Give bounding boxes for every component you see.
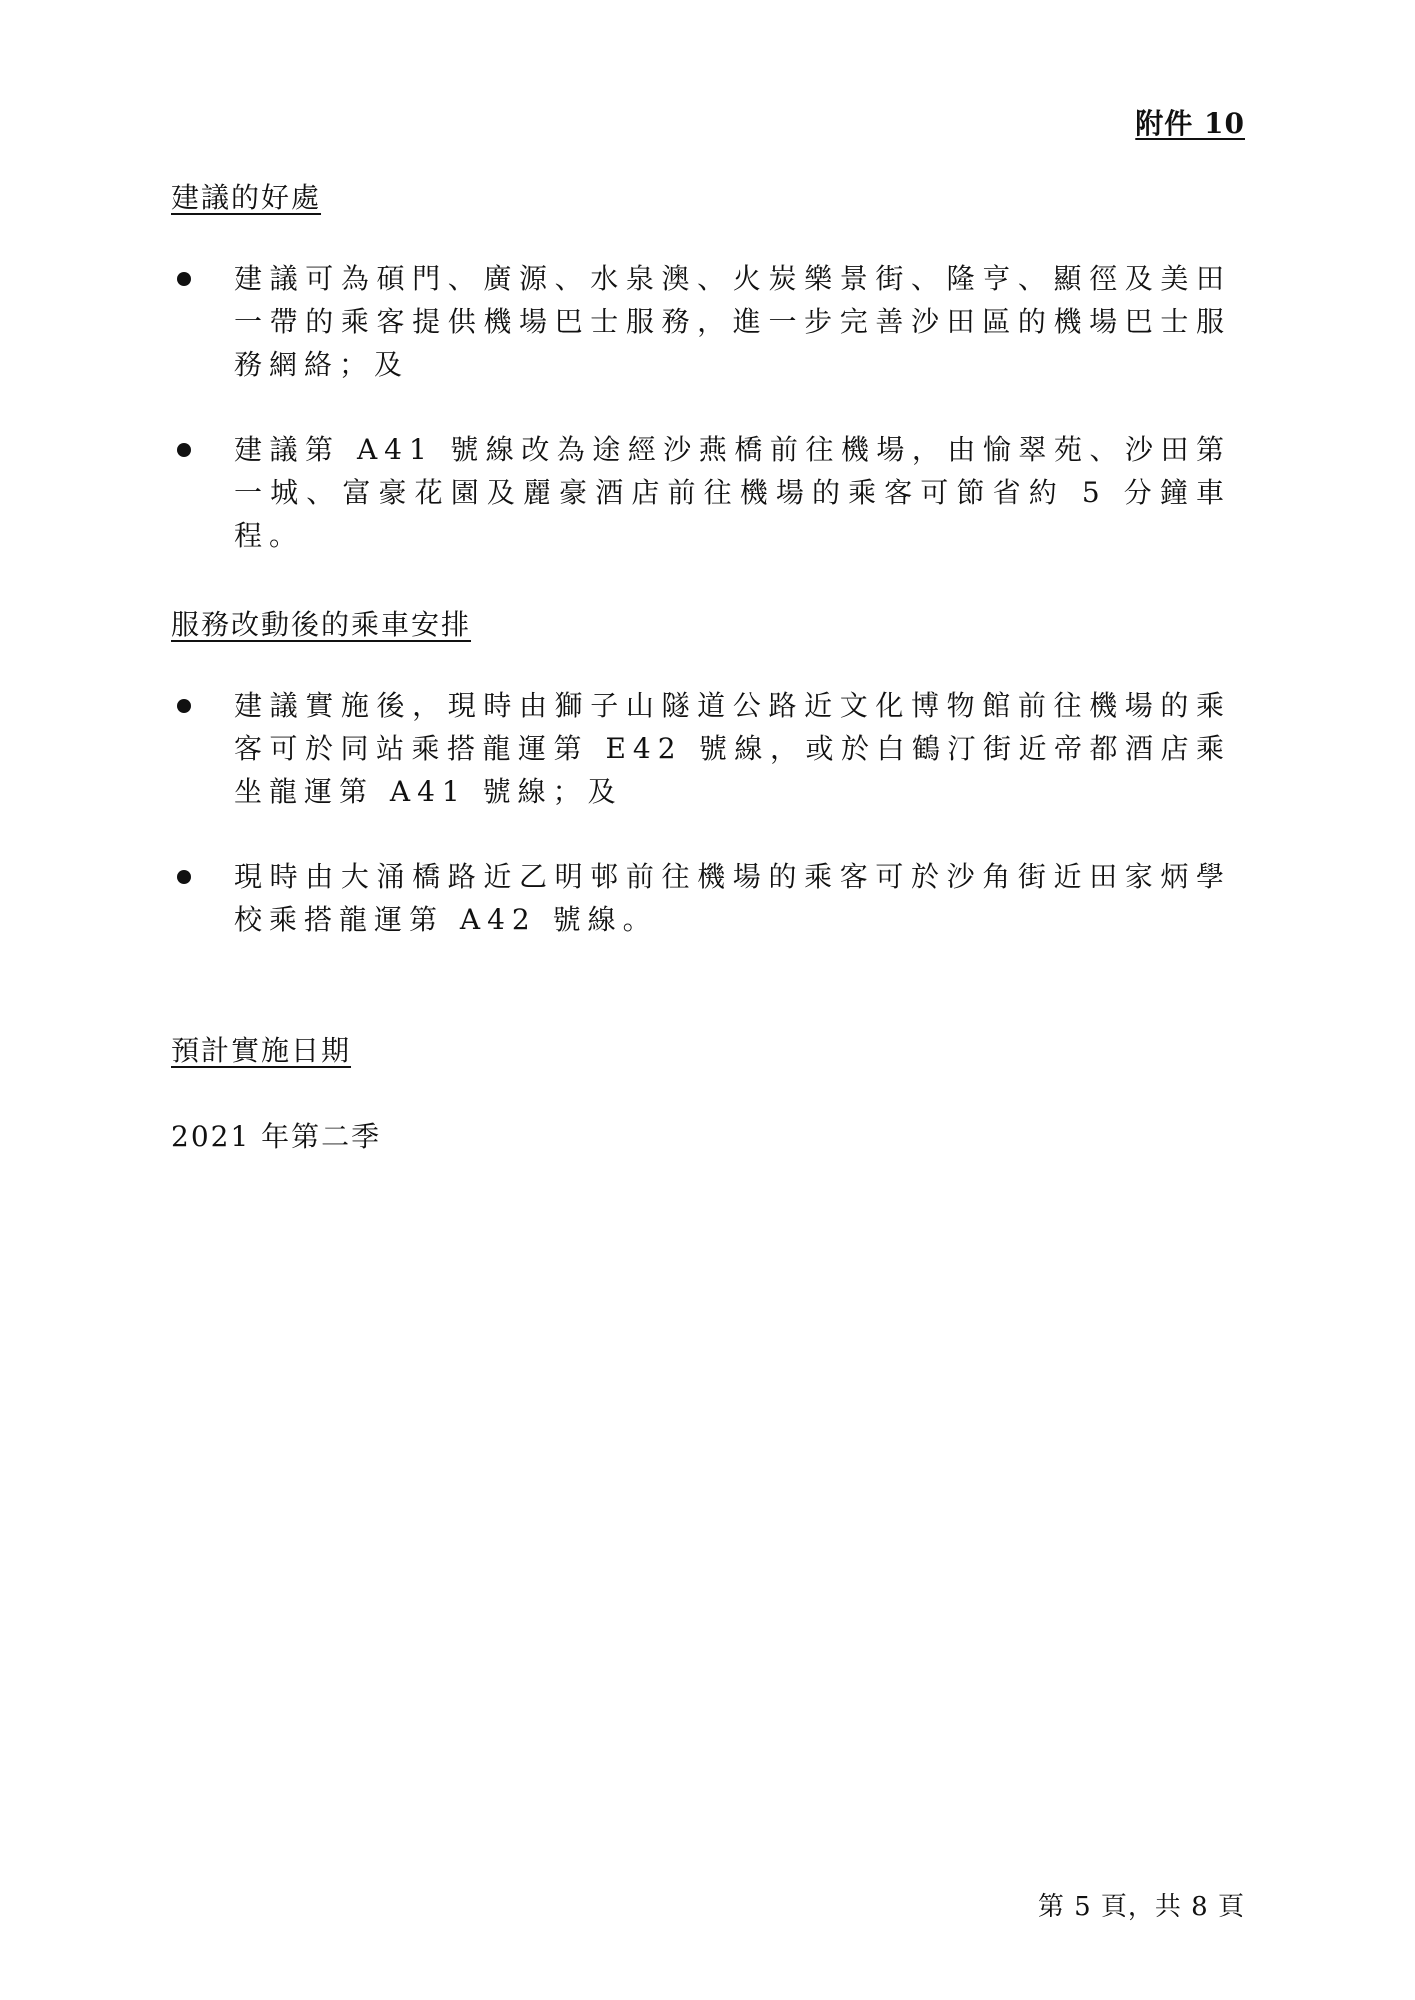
bullet-icon: [177, 699, 191, 713]
bullet-text: 現時由大涌橋路近乙明邨前往機場的乘客可於沙角街近田家炳學校乘搭龍運第 A42 號線。: [234, 860, 1231, 936]
bullet-icon: [177, 272, 191, 286]
list-item: [171, 855, 1231, 941]
bullet-text: 建議第 A41 號線改為途經沙燕橋前往機場，由愉翠苑、沙田第一城、富豪花園及麗豪酒店前往機場的乘客可節省約 5 分鐘車程。: [234, 433, 1231, 552]
list-item: [171, 428, 1231, 557]
page-number: 第 5 頁，共 8 頁: [1037, 1892, 1245, 1922]
bullet-icon: [177, 870, 191, 884]
list-item: [171, 257, 1231, 386]
section-heading-implementation-date: 預計實施日期: [171, 1034, 352, 1067]
annex-label: 附件 10: [1135, 107, 1245, 140]
section-heading-arrangements: 服務改動後的乘車安排: [171, 608, 472, 641]
bullet-text: 建議實施後，現時由獅子山隧道公路近文化博物館前往機場的乘客可於同站乘搭龍運第 E42 號線，或於白鶴汀街近帝都酒店乘坐龍運第 A41 號線；及: [234, 689, 1231, 808]
bullet-text: 建議可為碩門、廣源、水泉澳、火炭樂景街、隆亨、顯徑及美田一帶的乘客提供機場巴士服務，進一步完善沙田區的機場巴士服務網絡；及: [234, 262, 1231, 381]
bullet-icon: [177, 443, 191, 457]
list-item: [171, 684, 1231, 813]
implementation-date-text: 2021 年第二季: [171, 1120, 382, 1153]
section-heading-benefits: 建議的好處: [171, 181, 322, 214]
